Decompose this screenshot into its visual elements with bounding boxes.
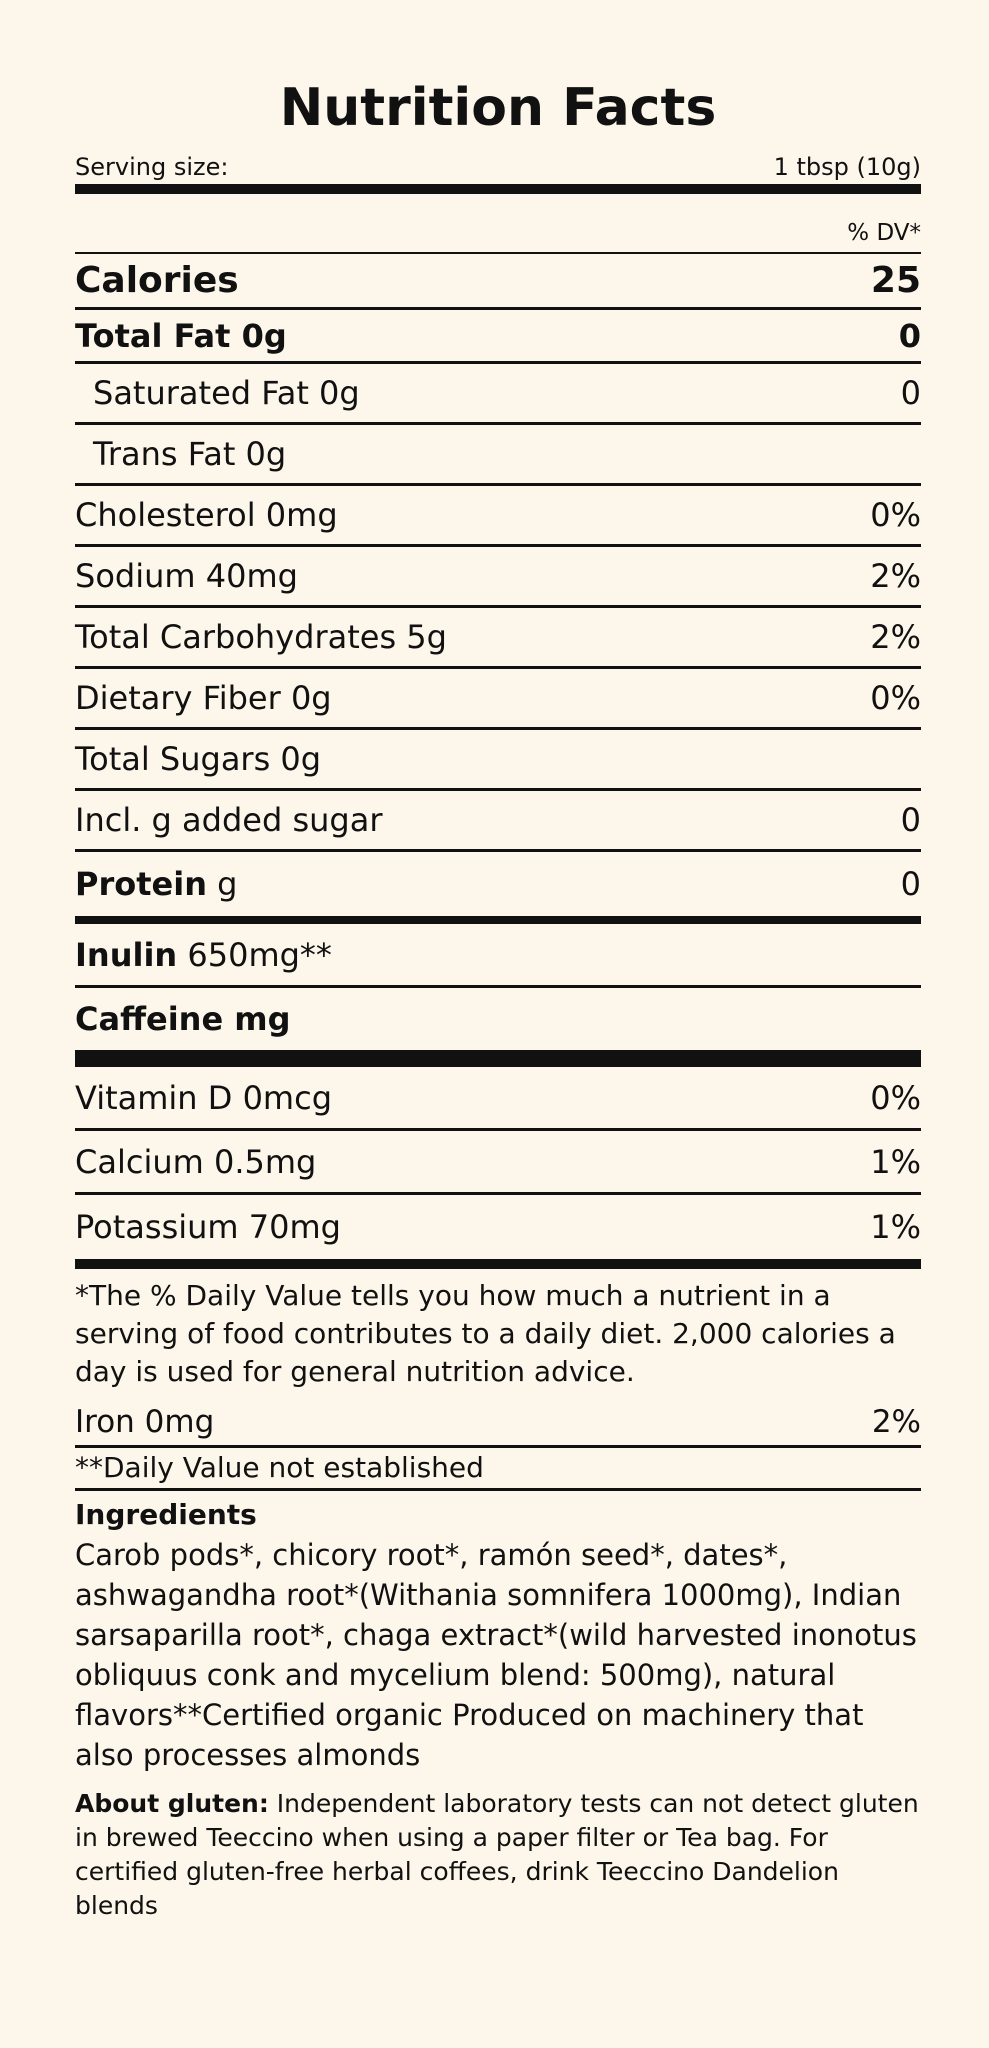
total-sugars-row [75, 730, 921, 791]
ingredients-title: Ingredients [75, 1498, 257, 1531]
total-fat-value: 0 [898, 316, 921, 355]
dv-not-established-note: **Daily Value not established [75, 1448, 921, 1491]
protein-unit: g [206, 865, 238, 903]
added-sugar-value: 0 [900, 801, 921, 839]
total-carbs-value: 2% [870, 618, 921, 656]
sodium-row [75, 547, 921, 608]
added-sugar-row [75, 791, 921, 852]
calcium-row [75, 1131, 921, 1195]
caffeine-divider [75, 1050, 921, 1067]
dietary-fiber-value: 0% [870, 679, 921, 717]
calcium-value: 1% [870, 1142, 921, 1181]
calories-row [75, 254, 921, 310]
dietary-fiber-row [75, 669, 921, 730]
panel-title: Nutrition Facts [279, 78, 717, 138]
calcium-label: Calcium 0.5mg [75, 1142, 317, 1181]
total-fat-row [75, 310, 921, 364]
inulin-row [75, 924, 921, 988]
potassium-value: 1% [870, 1208, 921, 1246]
potassium-label: Potassium 70mg [75, 1208, 341, 1246]
inulin-amount: 650mg** [177, 935, 332, 974]
protein-label: Protein [75, 865, 207, 903]
daily-value-header: % DV* [75, 194, 921, 254]
about-gluten-label: About gluten: [75, 1789, 269, 1818]
iron-label: Iron 0mg [75, 1404, 215, 1440]
calories-value: 25 [870, 260, 921, 301]
about-gluten-text: Independent laboratory tests can not detect gluten in brewed Teeccino when using a paper filter or Tea bag. For certified gluten-free herbal coffees, drink Teeccino Dandelion blends [75, 1789, 919, 1920]
sodium-value: 2% [870, 557, 921, 595]
protein-label-group [75, 865, 237, 903]
protein-row [75, 852, 921, 916]
total-carbs-row [75, 608, 921, 669]
protein-divider [75, 916, 921, 924]
sodium-label: Sodium 40mg [75, 557, 298, 595]
nutrition-facts-panel [75, 0, 921, 1923]
serving-size-row [75, 150, 921, 184]
cholesterol-value: 0% [870, 496, 921, 534]
potassium-divider [75, 1259, 921, 1269]
vitamin-d-row [75, 1067, 921, 1131]
saturated-fat-row [75, 364, 921, 425]
inulin-label: Inulin [75, 935, 178, 974]
total-carbs-label: Total Carbohydrates 5g [75, 618, 447, 656]
protein-value: 0 [900, 865, 921, 903]
vitamin-d-label: Vitamin D 0mcg [75, 1078, 332, 1117]
iron-value: 2% [871, 1404, 921, 1440]
serving-size-value: 1 tbsp (10g) [773, 153, 921, 181]
trans-fat-row [75, 425, 921, 486]
dietary-fiber-label: Dietary Fiber 0g [75, 679, 332, 717]
total-fat-label: Total Fat 0g [75, 316, 287, 355]
inulin-label-group [75, 936, 332, 974]
caffeine-label: Caffeine mg [75, 1000, 291, 1038]
about-gluten-note [75, 1787, 921, 1923]
calories-label: Calories [75, 260, 239, 301]
cholesterol-label: Cholesterol 0mg [75, 496, 338, 534]
vitamin-d-value: 0% [870, 1078, 921, 1117]
iron-row [75, 1399, 921, 1448]
added-sugar-label: Incl. g added sugar [75, 801, 383, 839]
trans-fat-label: Trans Fat 0g [93, 435, 287, 473]
ingredients-text: Carob pods*, chicory root*, ramón seed*, dates*, ashwagandha root*(Withania somnifera 1000mg), Indian sarsaparilla root*, chaga extract*(wild harvested inonotus obliquus conk and mycelium blend: 500mg), natural flavors**Certified organic Produced on machinery that also processes almonds [75, 1538, 917, 1772]
serving-size-label: Serving size: [75, 153, 229, 181]
caffeine-row [75, 988, 921, 1050]
potassium-row [75, 1195, 921, 1259]
saturated-fat-value: 0 [900, 374, 921, 412]
daily-value-footnote: *The % Daily Value tells you how much a nutrient in a serving of food contributes to a daily diet. 2,000 calories a day is used for general nutrition advice. [75, 1279, 896, 1388]
saturated-fat-label: Saturated Fat 0g [93, 374, 360, 412]
total-sugars-label: Total Sugars 0g [75, 740, 322, 778]
thick-divider [75, 184, 921, 194]
cholesterol-row [75, 486, 921, 547]
